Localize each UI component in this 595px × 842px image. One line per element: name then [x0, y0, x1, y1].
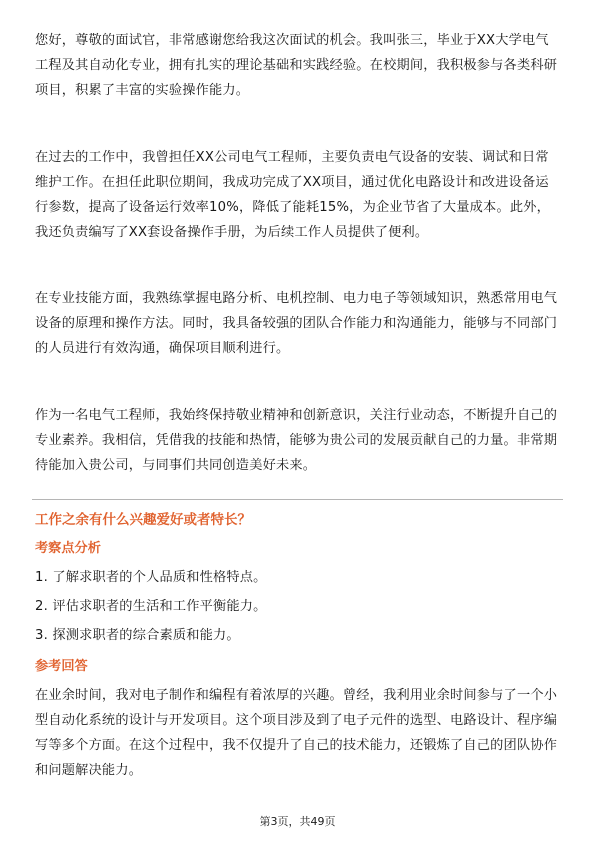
intro-paragraph-4: 作为一名电气工程师，我始终保持敬业精神和创新意识，关注行业动态，不断提升自己的专业素养。我相信，凭借我的技能和热情，能够为贵公司的发展贡献自己的力量。非常期待能加入贵公司，与同事们共同创造美好未来。 — [35, 408, 558, 473]
analysis-item: 3. 探测求职者的综合素质和能力。 — [35, 628, 240, 643]
intro-paragraph-1: 您好，尊敬的面试官，非常感谢您给我这次面试的机会。我叫张三，毕业于XX大学电气工程及其自动化专业，拥有扎实的理论基础和实践经验。在校期间，我积极参与各类科研项目，积累了丰富的实验操作能力。 — [35, 33, 558, 98]
section-divider — [32, 499, 563, 500]
analysis-item: 2. 评估求职者的生活和工作平衡能力。 — [35, 599, 267, 614]
answer-heading: 参考回答 — [35, 659, 88, 674]
analysis-heading: 考察点分析 — [35, 541, 101, 556]
page-number: 第3页，共49页 — [259, 815, 336, 828]
analysis-item: 1. 了解求职者的个人品质和性格特点。 — [35, 570, 267, 585]
analysis-list — [35, 563, 560, 650]
answer-paragraph: 在业余时间，我对电子制作和编程有着浓厚的兴趣。曾经，我利用业余时间参与了一个小型自动化系统的设计与开发项目。这个项目涉及到了电子元件的选型、电路设计、程序编写等多个方面。在这个过程中，我不仅提升了自己的技术能力，还锻炼了自己的团队协作和问题解决能力。 — [35, 688, 558, 778]
intro-paragraph-3: 在专业技能方面，我熟练掌握电路分析、电机控制、电力电子等领域知识，熟悉常用电气设备的原理和操作方法。同时，我具备较强的团队合作能力和沟通能力，能够与不同部门的人员进行有效沟通，确保项目顺利进行。 — [35, 291, 558, 356]
intro-paragraph-2: 在过去的工作中，我曾担任XX公司电气工程师，主要负责电气设备的安装、调试和日常维护工作。在担任此职位期间，我成功完成了XX项目，通过优化电路设计和改进设备运行参数，提高了设备运行效率10%，降低了能耗15%，为企业节省了大量成本。此外，我还负责编写了XX套设备操作手册，为后续工作人员提供了便利。 — [35, 150, 550, 240]
question-title: 工作之余有什么兴趣爱好或者特长？ — [35, 512, 251, 528]
